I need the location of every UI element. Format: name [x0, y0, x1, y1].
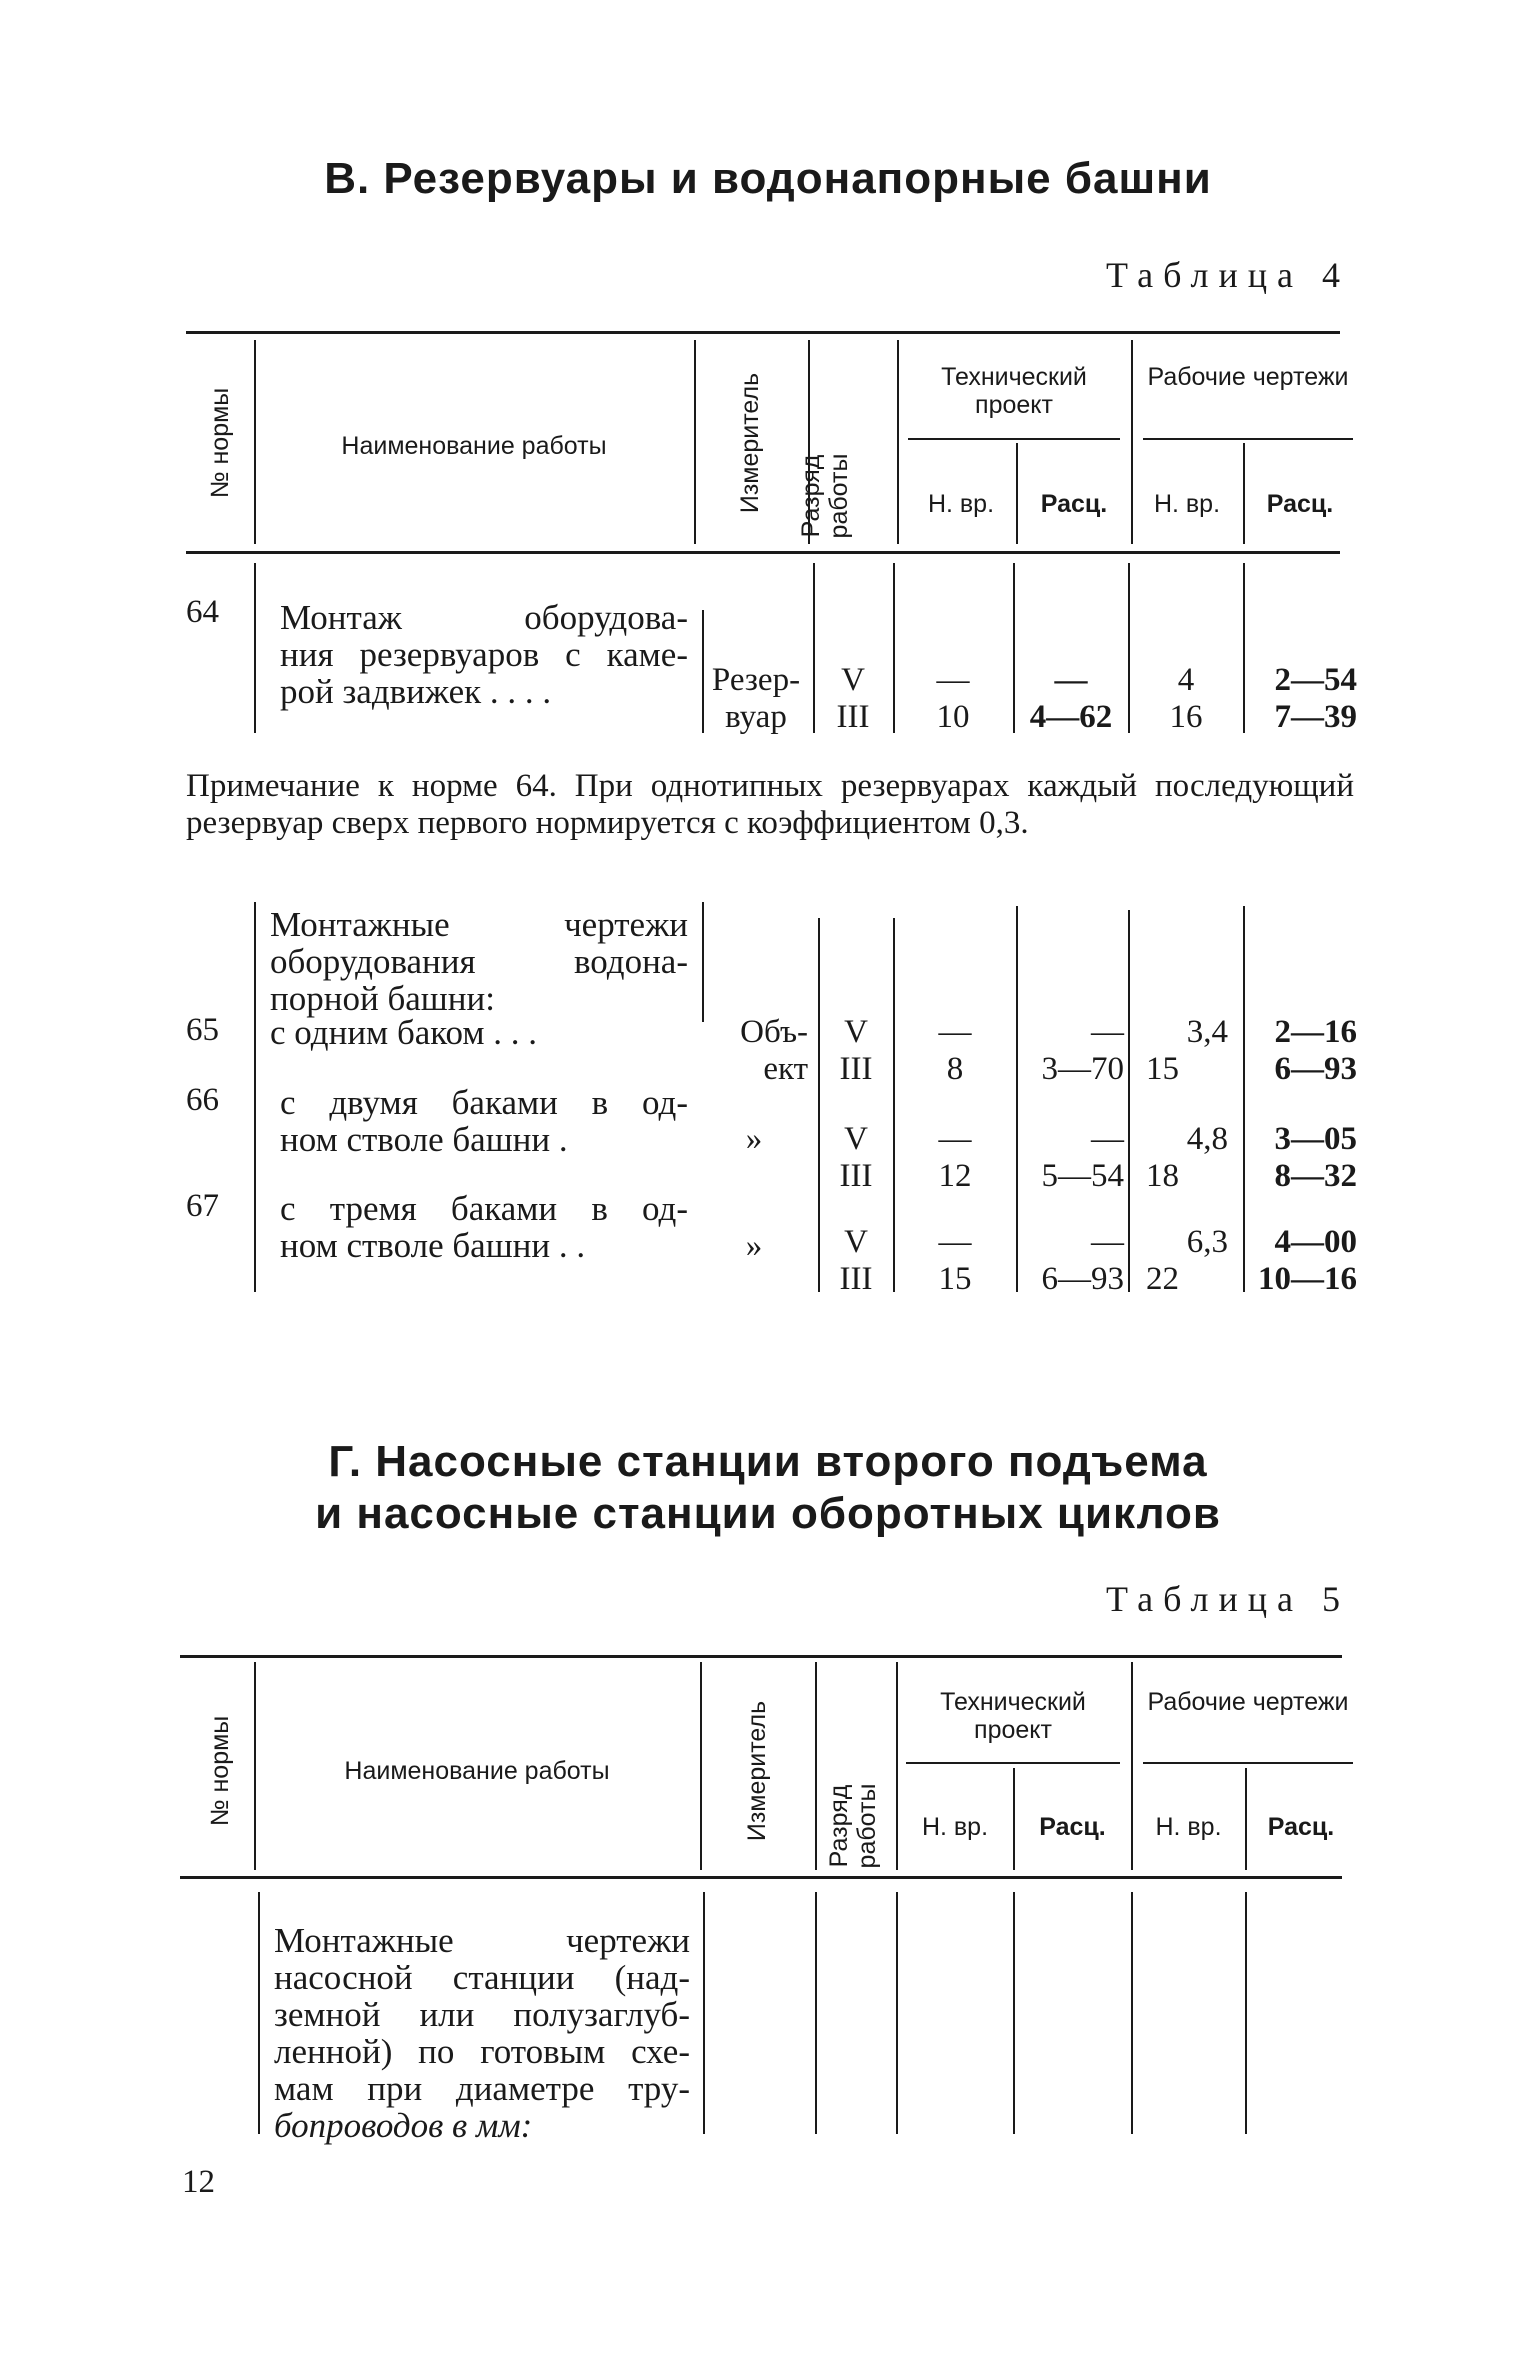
header-tp-rasc: Расц. — [1039, 1813, 1106, 1841]
value-line: 5—54 — [1041, 1158, 1124, 1194]
divider — [815, 1892, 817, 2134]
header-tech-project: Технический проект — [940, 1688, 1086, 1744]
value-line: 16 — [1169, 699, 1203, 735]
work-name-line: рой задвижек . . . . — [280, 672, 552, 711]
table-5-header-rule — [180, 1876, 1342, 1879]
tp-nvr — [895, 662, 1011, 736]
group-title-line: земной или полузаглуб- — [274, 1995, 690, 2034]
value-line: — — [1054, 662, 1088, 698]
grade — [820, 1224, 892, 1298]
tp-rasc — [1018, 1224, 1124, 1298]
divider — [896, 1892, 898, 2134]
tp-rasc — [1015, 662, 1127, 736]
unit — [700, 1014, 808, 1088]
value-line: 6,3 — [1186, 1224, 1228, 1260]
value-line: 3,4 — [1186, 1014, 1228, 1050]
grade — [820, 1121, 892, 1195]
header-unit: Измеритель — [736, 372, 764, 514]
norm-number: 67 — [186, 1188, 219, 1224]
unit-line: » — [745, 1228, 763, 1264]
page-number: 12 — [182, 2164, 215, 2200]
divider — [254, 340, 256, 544]
value-line: — — [1091, 1224, 1124, 1260]
value-line: 22 — [1146, 1261, 1179, 1297]
divider — [700, 1662, 702, 1870]
work-name — [280, 599, 688, 710]
value-line: 15 — [938, 1261, 972, 1297]
value-line: — — [936, 662, 970, 698]
group-title-line: оборудования водона- — [270, 942, 688, 981]
header-wd-rasc: Расц. — [1266, 490, 1334, 518]
grade-line: III — [839, 1051, 873, 1087]
work-name-line: ном стволе башни . — [280, 1120, 568, 1159]
value-line: 7—39 — [1274, 699, 1357, 735]
wd-rasc — [1245, 1121, 1357, 1195]
work-name-line: с тремя баками в од- — [280, 1189, 688, 1228]
unit-line: Резер- — [711, 662, 801, 698]
group-title-tower — [270, 906, 688, 1017]
norm-number: 66 — [186, 1082, 219, 1118]
header-wd-rasc: Расц. — [1267, 1813, 1335, 1841]
value-line: 10 — [936, 699, 970, 735]
work-name — [270, 1014, 688, 1051]
header-work-name: Наименование работы — [341, 432, 607, 460]
work-name — [280, 1190, 688, 1264]
grade-line: III — [839, 1261, 873, 1297]
work-name-line: с одним баком . . . — [270, 1013, 537, 1052]
divider — [1245, 1892, 1247, 2134]
work-name — [280, 1084, 688, 1158]
group-title-pumping — [274, 1922, 690, 2144]
header-grade: Разряд работы — [825, 1783, 881, 1869]
divider — [254, 563, 256, 733]
divider — [694, 340, 696, 544]
header-wd-nvr: Н. вр. — [1153, 490, 1221, 518]
header-work-drawings: Рабочие чертежи — [1147, 363, 1349, 391]
table-label-5: Таблица 5 — [1106, 1579, 1350, 1619]
header-tp-nvr: Н. вр. — [921, 1813, 989, 1841]
table-4-top-rule — [186, 331, 1340, 334]
value-line: 12 — [938, 1158, 972, 1194]
unit — [700, 1228, 808, 1265]
work-name-line: ния резервуаров с каме- — [280, 635, 688, 674]
grade-line: III — [839, 1158, 873, 1194]
tp-nvr — [895, 1224, 1015, 1298]
value-line: — — [938, 1014, 972, 1050]
grade — [815, 662, 891, 736]
group-title-line: мам при диаметре тру- — [274, 2069, 690, 2108]
value-line: 8—32 — [1274, 1158, 1357, 1194]
divider — [1131, 1892, 1133, 2134]
header-work-drawings: Рабочие чертежи — [1147, 1688, 1349, 1716]
section-title-line: и насосные станции оборотных циклов — [315, 1489, 1221, 1538]
header-tp-nvr: Н. вр. — [927, 490, 995, 518]
value-line: 4,8 — [1186, 1121, 1228, 1157]
value-line: — — [938, 1224, 972, 1260]
value-line: 15 — [1146, 1051, 1179, 1087]
header-tp-rasc: Расц. — [1040, 490, 1108, 518]
wd-rasc — [1245, 662, 1357, 736]
header-norm-no: № нормы — [206, 1715, 234, 1827]
unit-line: ект — [763, 1051, 808, 1087]
group-title-line: Монтажные чертежи — [270, 905, 688, 944]
grade-line: V — [841, 662, 865, 698]
norm-number: 64 — [186, 594, 219, 630]
divider — [906, 1762, 1120, 1764]
table-5-top-rule — [180, 1655, 1342, 1658]
header-work-name: Наименование работы — [344, 1757, 610, 1785]
divider — [815, 1662, 817, 1870]
wd-nvr — [1146, 1014, 1228, 1088]
unit-line: вуар — [725, 699, 787, 735]
grade-line: V — [844, 1121, 868, 1157]
group-title-line: бопроводов в мм: — [274, 2106, 533, 2145]
divider — [1143, 438, 1353, 440]
unit-line: » — [745, 1121, 763, 1157]
value-line: 10—16 — [1258, 1261, 1357, 1297]
header-norm-no: № нормы — [206, 387, 234, 499]
divider — [254, 1662, 256, 1870]
unit — [700, 662, 812, 736]
tp-rasc — [1018, 1014, 1124, 1088]
unit — [700, 1121, 808, 1158]
unit-line: Объ- — [740, 1014, 808, 1050]
group-title-line: порной башни: — [270, 979, 495, 1018]
value-line: — — [938, 1121, 972, 1157]
value-line: 3—70 — [1041, 1051, 1124, 1087]
divider — [703, 1892, 705, 2134]
section-title-line: Г. Насосные станции второго подъема — [328, 1437, 1208, 1486]
value-line: — — [1091, 1121, 1124, 1157]
divider — [908, 438, 1120, 440]
wd-nvr — [1146, 1121, 1228, 1195]
header-unit: Измеритель — [743, 1700, 771, 1842]
value-line: 4—62 — [1029, 699, 1113, 735]
divider — [1143, 1762, 1353, 1764]
table-4-header-rule — [186, 551, 1340, 554]
tp-rasc — [1018, 1121, 1124, 1195]
divider — [1013, 1892, 1015, 2134]
wd-rasc — [1245, 1014, 1357, 1088]
wd-nvr — [1146, 1224, 1228, 1298]
header-tech-project: Технический проект — [941, 363, 1087, 419]
group-title-line: насосной станции (над- — [274, 1958, 690, 1997]
value-line: — — [1091, 1014, 1124, 1050]
divider — [897, 340, 899, 544]
value-line: 18 — [1146, 1158, 1179, 1194]
section-title-v: В. Резервуары и водонапорные башни — [324, 154, 1212, 203]
value-line: 6—93 — [1274, 1051, 1357, 1087]
grade — [820, 1014, 892, 1088]
group-title-line: Монтажные чертежи — [274, 1921, 690, 1960]
value-line: 4 — [1177, 662, 1195, 698]
divider — [1128, 910, 1130, 1292]
norm-number: 65 — [186, 1012, 219, 1048]
table-label-4: Таблица 4 — [1106, 255, 1350, 295]
note-to-norm-64: Примечание к норме 64. При однотипных резервуарах каждый последующий резервуар сверх первого нормируется с коэффициентом 0,3. — [186, 768, 1354, 841]
grade-line: V — [844, 1014, 868, 1050]
header-grade: Разряд работы — [797, 453, 853, 539]
work-name-line: с двумя баками в од- — [280, 1083, 688, 1122]
divider — [702, 902, 704, 1022]
value-line: 4—00 — [1274, 1224, 1357, 1260]
value-line: 2—54 — [1274, 662, 1357, 698]
header-wd-nvr: Н. вр. — [1155, 1813, 1222, 1841]
wd-nvr — [1130, 662, 1242, 736]
divider — [258, 1892, 260, 2134]
work-name-line: Монтаж оборудова- — [280, 598, 688, 637]
tp-nvr — [895, 1014, 1015, 1088]
divider — [254, 902, 256, 1292]
grade-line: V — [844, 1224, 868, 1260]
work-name-line: ном стволе башни . . — [280, 1226, 586, 1265]
grade-line: III — [836, 699, 870, 735]
tp-nvr — [895, 1121, 1015, 1195]
group-title-line: ленной) по готовым схе- — [274, 2032, 690, 2071]
value-line: 3—05 — [1274, 1121, 1357, 1157]
section-title-g — [0, 1436, 1536, 1540]
value-line: 8 — [946, 1051, 964, 1087]
wd-rasc — [1245, 1224, 1357, 1298]
value-line: 2—16 — [1274, 1014, 1357, 1050]
value-line: 6—93 — [1041, 1261, 1124, 1297]
